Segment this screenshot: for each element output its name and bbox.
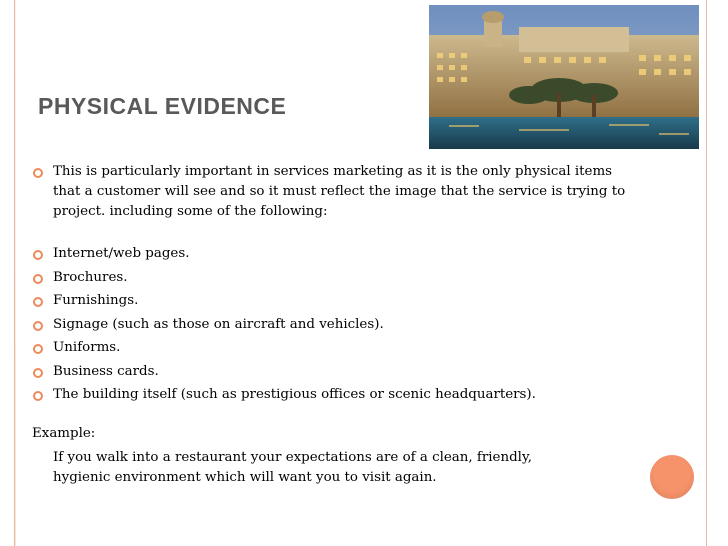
example-label: Example:	[32, 425, 96, 441]
left-frame-border	[14, 0, 15, 546]
evidence-list	[32, 244, 632, 409]
list-item-text: Brochures.	[53, 269, 128, 285]
list-item-text: The building itself (such as prestigious offices or scenic headquarters).	[53, 387, 536, 402]
right-frame-border	[706, 0, 707, 546]
list-item	[32, 291, 632, 315]
list-item-text: Signage (such as those on aircraft and vehicles).	[53, 316, 384, 332]
bullet-icon	[33, 344, 43, 354]
slide-title: PHYSICAL EVIDENCE	[38, 93, 287, 119]
hotel-building-photo	[429, 5, 699, 149]
list-item-text: Business cards.	[53, 363, 159, 379]
list-item	[32, 315, 632, 339]
intro-bullet	[32, 162, 632, 222]
bullet-icon	[33, 168, 43, 178]
bullet-icon	[33, 368, 43, 378]
bullet-icon	[33, 321, 43, 331]
bullet-icon	[33, 391, 43, 401]
list-item-text: Furnishings.	[53, 293, 139, 308]
intro-text: This is particularly important in services marketing as it is the only physical items that a customer will see and so it must reflect the image that the service is trying to project. including some of the following:	[53, 164, 626, 219]
bullet-icon	[33, 297, 43, 307]
example-text: If you walk into a restaurant your expectations are of a clean, friendly, hygienic environment which will want you to visit again.	[53, 449, 533, 485]
list-item-text: Uniforms.	[53, 340, 121, 355]
bullet-icon	[33, 274, 43, 284]
orange-circle-decoration	[650, 455, 694, 499]
list-item-text: Internet/web pages.	[53, 246, 190, 261]
list-item	[32, 244, 632, 268]
slide-body	[32, 162, 632, 488]
list-item	[32, 338, 632, 362]
list-item	[32, 385, 632, 409]
list-item	[32, 362, 632, 386]
bullet-icon	[33, 250, 43, 260]
list-item	[32, 268, 632, 292]
